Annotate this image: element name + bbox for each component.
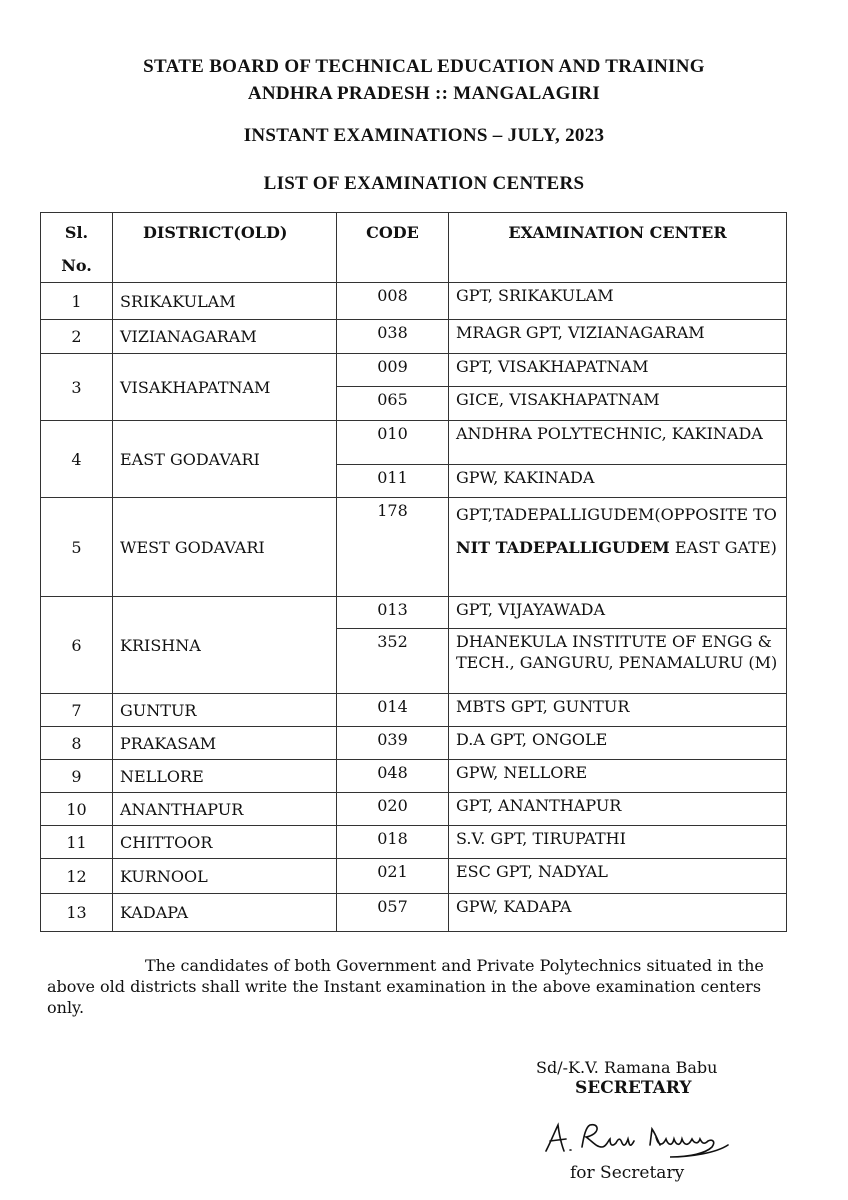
code-cell: 009	[337, 354, 449, 387]
district-cell: PRAKASAM	[113, 727, 337, 760]
district-cell: ANANTHAPUR	[113, 793, 337, 826]
table-row	[41, 320, 787, 354]
code-cell: 057	[337, 894, 449, 932]
table-row	[41, 793, 787, 826]
signatory-name: Sd/-K.V. Ramana Babu	[536, 1058, 718, 1077]
code-cell: 178	[337, 498, 449, 597]
district-cell: VISAKHAPATNAM	[113, 354, 337, 421]
center-cell: GPT, VIJAYAWADA	[449, 597, 787, 629]
table-row	[41, 727, 787, 760]
table-row	[41, 498, 787, 597]
col-header-sl-line2: No.	[61, 256, 92, 275]
district-cell: CHITTOOR	[113, 826, 337, 859]
center-cell: DHANEKULA INSTITUTE OF ENGG & TECH., GANGURU, PENAMALURU (M)	[449, 629, 787, 694]
table-row	[41, 354, 787, 387]
list-title: LIST OF EXAMINATION CENTERS	[263, 173, 585, 194]
table-header-row	[41, 213, 787, 283]
district-cell: GUNTUR	[113, 694, 337, 727]
board-location: ANDHRA PRADESH :: MANGALAGIRI	[247, 83, 601, 104]
sl-cell: 2	[41, 320, 113, 354]
center-cell: GPT, SRIKAKULAM	[449, 283, 787, 320]
sl-cell: 4	[41, 421, 113, 498]
center-name-bold: NIT TADEPALLIGUDEM	[456, 538, 670, 557]
code-cell: 352	[337, 629, 449, 694]
table-row	[41, 694, 787, 727]
col-header-code: CODE	[337, 213, 449, 283]
code-cell: 021	[337, 859, 449, 894]
center-cell: GPT, ANANTHAPUR	[449, 793, 787, 826]
center-cell: D.A GPT, ONGOLE	[449, 727, 787, 760]
sl-cell: 5	[41, 498, 113, 597]
district-cell: KRISHNA	[113, 597, 337, 694]
handwritten-signature	[540, 1117, 740, 1159]
code-cell: 020	[337, 793, 449, 826]
table-row	[41, 597, 787, 629]
code-cell: 039	[337, 727, 449, 760]
table-row	[41, 421, 787, 465]
sl-cell: 12	[41, 859, 113, 894]
sl-cell: 13	[41, 894, 113, 932]
center-cell: GICE, VISAKHAPATNAM	[449, 387, 787, 421]
col-header-sl	[41, 213, 113, 283]
center-cell: S.V. GPT, TIRUPATHI	[449, 826, 787, 859]
code-cell: 038	[337, 320, 449, 354]
code-cell: 014	[337, 694, 449, 727]
center-name-prefix: GPT,TADEPALLIGUDEM(OPPOSITE TO	[456, 505, 777, 524]
district-cell: VIZIANAGARAM	[113, 320, 337, 354]
for-secretary-label: for Secretary	[570, 1163, 685, 1183]
center-cell	[449, 498, 787, 597]
code-cell: 048	[337, 760, 449, 793]
center-name-suffix: EAST GATE)	[669, 538, 777, 557]
col-header-district: DISTRICT(OLD)	[113, 213, 337, 283]
centers-table	[40, 212, 787, 932]
sl-cell: 3	[41, 354, 113, 421]
center-cell: GPT, VISAKHAPATNAM	[449, 354, 787, 387]
col-header-sl-line1: Sl.	[64, 223, 89, 242]
district-cell: KADAPA	[113, 894, 337, 932]
table-row	[41, 859, 787, 894]
table-row	[41, 826, 787, 859]
footnote	[47, 955, 767, 1018]
center-cell: ANDHRA POLYTECHNIC, KAKINADA	[449, 421, 787, 465]
signatory-designation: SECRETARY	[575, 1078, 692, 1098]
sl-cell: 11	[41, 826, 113, 859]
col-header-center: EXAMINATION CENTER	[449, 213, 787, 283]
center-cell: GPW, NELLORE	[449, 760, 787, 793]
footnote-text: The candidates of both Government and Private Polytechnics situated in the above old districts shall write the Instant examination in the above examination centers only.	[47, 956, 764, 1017]
sl-cell: 10	[41, 793, 113, 826]
code-cell: 018	[337, 826, 449, 859]
code-cell: 013	[337, 597, 449, 629]
center-cell: GPW, KAKINADA	[449, 465, 787, 498]
district-cell: SRIKAKULAM	[113, 283, 337, 320]
center-cell: ESC GPT, NADYAL	[449, 859, 787, 894]
district-cell: NELLORE	[113, 760, 337, 793]
center-cell: MRAGR GPT, VIZIANAGARAM	[449, 320, 787, 354]
district-cell: WEST GODAVARI	[113, 498, 337, 597]
table-row	[41, 894, 787, 932]
table-row	[41, 760, 787, 793]
code-cell: 011	[337, 465, 449, 498]
table-row	[41, 283, 787, 320]
sl-cell: 7	[41, 694, 113, 727]
center-cell: GPW, KADAPA	[449, 894, 787, 932]
sl-cell: 9	[41, 760, 113, 793]
sl-cell: 8	[41, 727, 113, 760]
code-cell: 010	[337, 421, 449, 465]
code-cell: 065	[337, 387, 449, 421]
district-cell: KURNOOL	[113, 859, 337, 894]
sl-cell: 1	[41, 283, 113, 320]
code-cell: 008	[337, 283, 449, 320]
board-title: STATE BOARD OF TECHNICAL EDUCATION AND TRAINING	[143, 56, 705, 77]
exam-title: INSTANT EXAMINATIONS – JULY, 2023	[243, 125, 605, 146]
sl-cell: 6	[41, 597, 113, 694]
district-cell: EAST GODAVARI	[113, 421, 337, 498]
center-cell: MBTS GPT, GUNTUR	[449, 694, 787, 727]
